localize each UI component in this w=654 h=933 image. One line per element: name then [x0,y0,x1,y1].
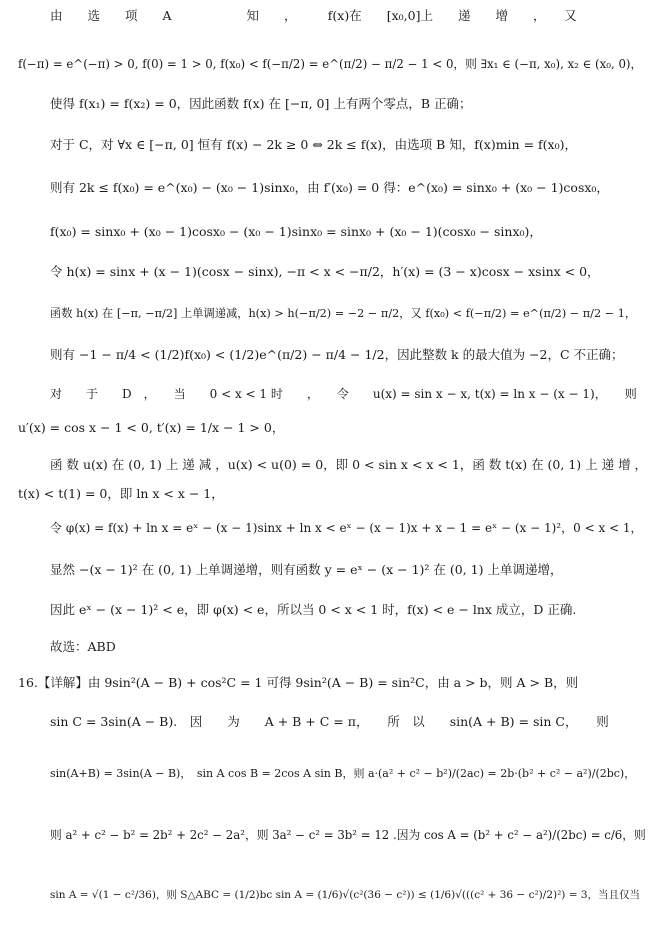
text-line: 故选：ABD [50,639,116,654]
text-line: 令 h(x) = sinx + (x − 1)(cosx − sinx), −π < x < −π/2，h′(x) = (3 − x)cosx − xsinx < 0， [50,264,600,279]
text-line: sin A = √(1 − c²/36)，则 S△ABC = (1/2)bc sin A = (1/6)√(c²(36 − c²)) ≤ (1/6)√(((c² + 36 − c²)/2)²) = 3，当且仅当 [50,889,641,901]
text-line: 对 于 D ， 当 0 < x < 1 时 ， 令 u(x) = sin x − x, t(x) = ln x − (x − 1)， 则 [50,387,637,401]
text-line: 则有 −1 − π/4 < (1/2)f(x₀) < (1/2)e^(π/2) − π/4 − 1/2，因此整数 k 的最大值为 −2，C 不正确； [50,347,624,362]
text-line: 由 选 项 A 知 ， f(x)在 [x₀,0]上 递 增 ， 又 [50,8,577,23]
text-line: 显然 −(x − 1)² 在 (0, 1) 上单调递增，则有函数 y = eˣ − (x − 1)² 在 (0, 1) 上单调递增， [50,562,563,577]
text-line: 则 a² + c² − b² = 2b² + 2c² − 2a²，则 3a² − c² = 3b² = 12 .因为 cos A = (b² + c² − a²)/(2bc) = c/6，则 [50,828,646,842]
text-line: 函 数 u(x) 在 (0, 1) 上 递 减 ，u(x) < u(0) = 0，即 0 < sin x < x < 1，函 数 t(x) 在 (0, 1) 上 递 增 ， [50,457,648,472]
text-line: 则有 2k ≤ f(x₀) = e^(x₀) − (x₀ − 1)sinx₀，由 f′(x₀) = 0 得：e^(x₀) = sinx₀ + (x₀ − 1)cosx₀， [50,180,609,195]
text-line: 函数 h(x) 在 [−π, −π/2] 上单调递减，h(x) > h(−π/2) = −2 − π/2，又 f(x₀) < f(−π/2) = e^(π/2) − π/2 − 1， [50,307,637,320]
text-line: 使得 f(x₁) = f(x₂) = 0，因此函数 f(x) 在 [−π, 0] 上有两个零点，B 正确； [50,96,472,111]
text-line: u′(x) = cos x − 1 < 0, t′(x) = 1/x − 1 > 0， [18,420,285,435]
question-16-heading: 16.【详解】由 9sin²(A − B) + cos²C = 1 可得 9sin²(A − B) = sin²C，由 a > b，则 A > B，则 [18,675,579,690]
text-line: sin C = 3sin(A − B). 因 为 A + B + C = π， 所 以 sin(A + B) = sin C， 则 [50,714,609,729]
text-line: 对于 C，对 ∀x ∈ [−π, 0] 恒有 f(x) − 2k ≥ 0 ⇔ 2k ≤ f(x)，由选项 B 知，f(x)min = f(x₀)， [50,137,577,152]
text-line: f(−π) = e^(−π) > 0, f(0) = 1 > 0, f(x₀) < f(−π/2) = e^(π/2) − π/2 − 1 < 0，则 ∃x₁ ∈ (−π, x₀), x₂ ∈ (x₀, 0)， [18,57,643,71]
text-line: sin(A+B) = 3sin(A − B)， sin A cos B = 2cos A sin B，则 a·(a² + c² − b²)/(2ac) = 2b·(b² + c² − a²)/(2bc)， [50,767,636,780]
text-line: t(x) < t(1) = 0，即 ln x < x − 1， [18,486,224,501]
text-line: f(x₀) = sinx₀ + (x₀ − 1)cosx₀ − (x₀ − 1)sinx₀ = sinx₀ + (x₀ − 1)(cosx₀ − sinx₀)， [50,224,542,239]
text-line: 因此 eˣ − (x − 1)² < e，即 φ(x) < e，所以当 0 < x < 1 时，f(x) < e − lnx 成立，D 正确. [50,602,577,617]
text-line: 令 φ(x) = f(x) + ln x = eˣ − (x − 1)sinx + ln x < eˣ − (x − 1)x + x − 1 = eˣ − (x − 1)²，0 < x < 1， [50,521,643,535]
